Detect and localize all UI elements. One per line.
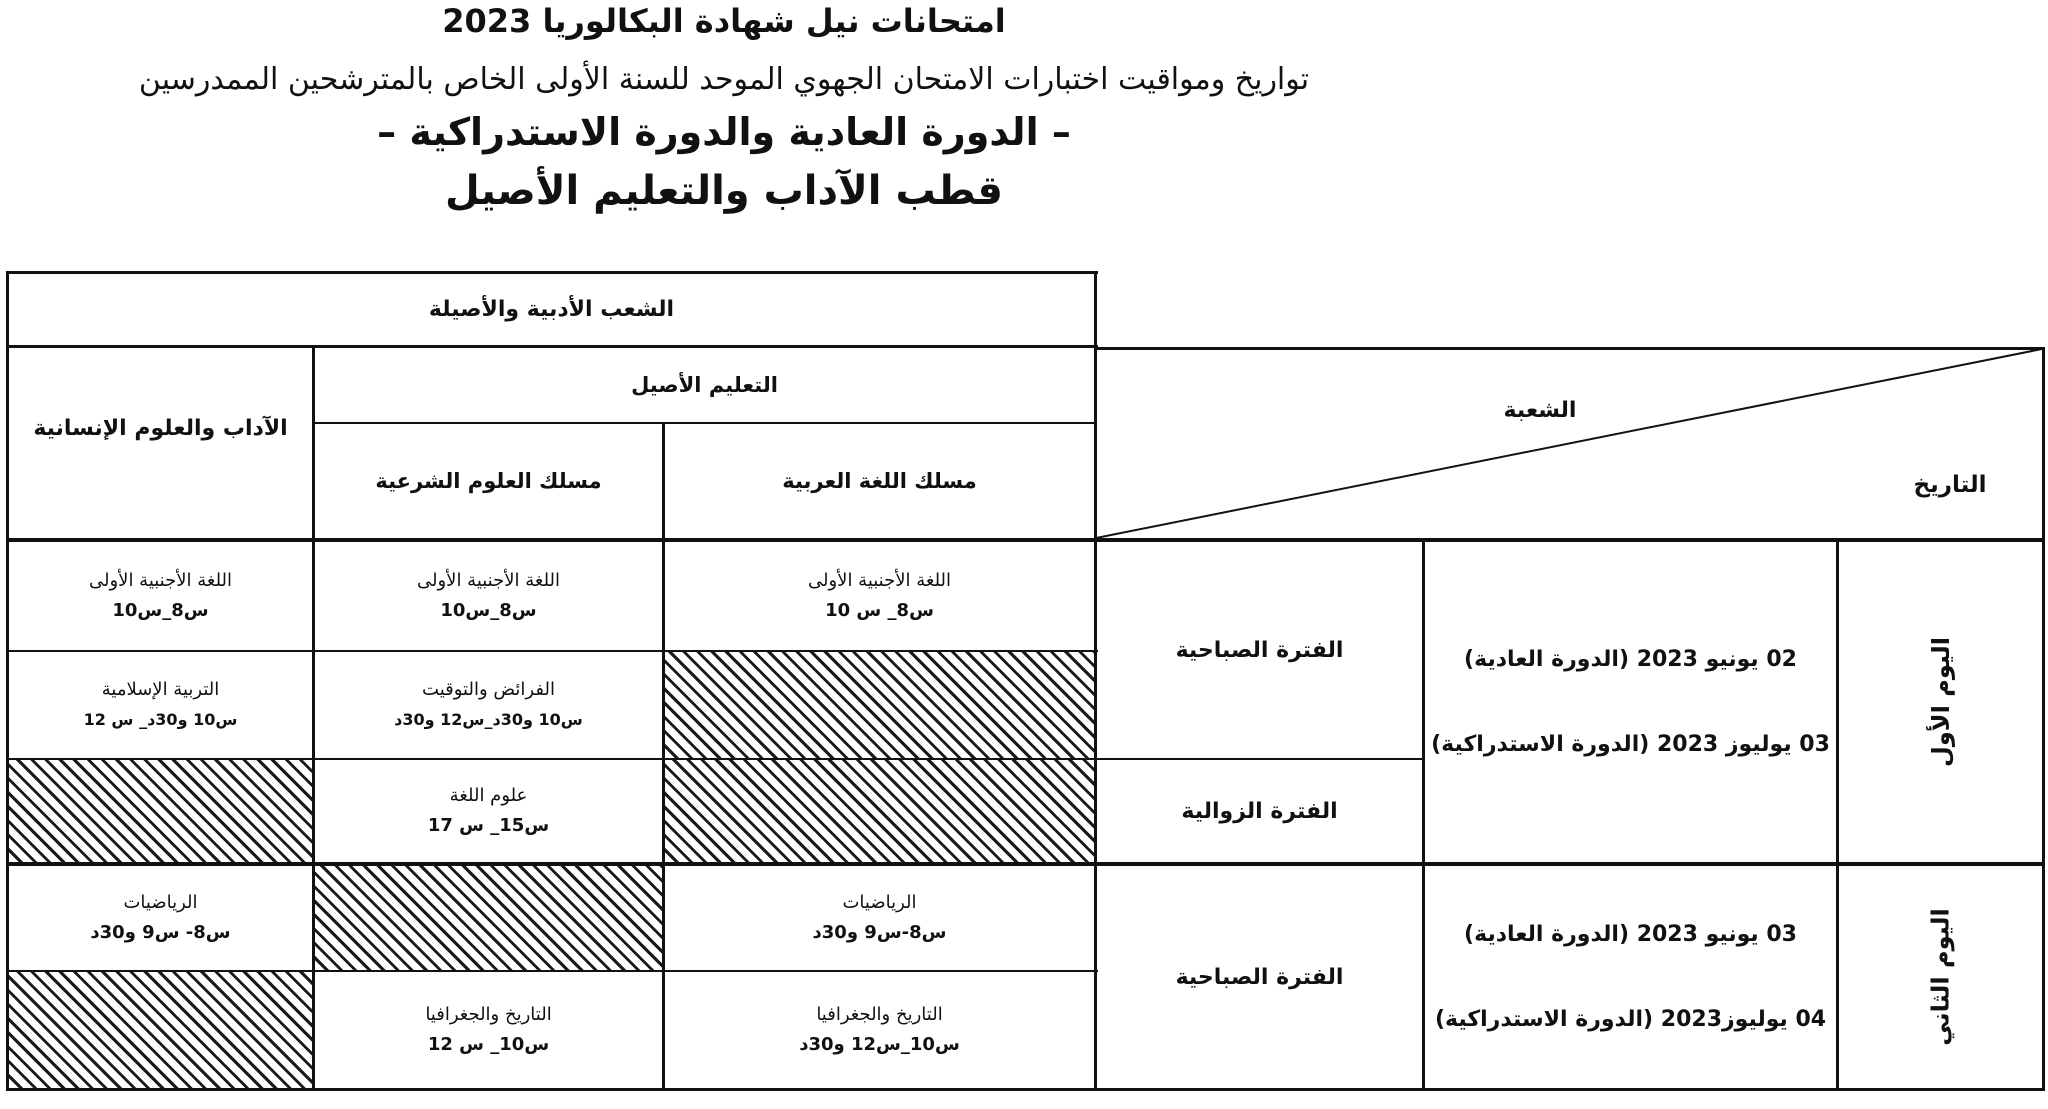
d2-r1-sharia-empty-hatch — [315, 866, 662, 970]
header-diagonal — [1096, 349, 2042, 540]
subject-time: س15_ س 17 — [427, 815, 550, 836]
sharia-track-header: مسلك العلوم الشرعية — [375, 469, 602, 493]
d1-r2-sharia-cell — [315, 652, 662, 758]
subject-time: س8_ س 10 — [825, 600, 934, 621]
subject-time: س10_س12 و30د — [799, 1034, 960, 1055]
day-one-date-regular: 02 يونيو 2023 (الدورة العادية) — [1464, 647, 1797, 672]
subject-time: س10_ س 12 — [427, 1034, 550, 1055]
subject-name: اللغة الأجنبية الأولى — [89, 570, 233, 591]
subject-name: التاريخ والجغرافيا — [425, 1004, 552, 1025]
d1-r2-arabic-empty-hatch — [665, 652, 1094, 758]
d2-r1-arts-cell — [9, 866, 312, 970]
group-header: الشعب الأدبية والأصيلة — [428, 297, 675, 322]
sessions-heading: – الدورة العادية والدورة الاستدراكية – — [377, 110, 1071, 154]
d1-r1-sharia-cell — [315, 542, 662, 650]
day-one-morning-label: الفترة الصباحية — [1175, 637, 1344, 663]
d1-r2-arts-cell — [9, 652, 312, 758]
day-one-afternoon-label: الفترة الزوالية — [1181, 798, 1338, 824]
subject-time: س10 و30د_س12 و30د — [394, 710, 583, 729]
day-one-label: اليوم الأول — [1926, 637, 1955, 767]
original-education-header: التعليم الأصيل — [631, 373, 778, 397]
arts-humanities-header: الآداب والعلوم الإنسانية — [33, 415, 288, 441]
day-two-date-makeup: 04 يوليوز2023 (الدورة الاستدراكية) — [1434, 1007, 1827, 1032]
subject-time: س10 و30د_ س 12 — [83, 710, 238, 729]
branch-label: الشعبة — [1503, 397, 1577, 423]
day-two-dates — [1425, 866, 1836, 1088]
d1-r3-sharia-cell — [315, 760, 662, 862]
day-one-dates — [1425, 542, 1836, 862]
page-title: امتحانات نيل شهادة البكالوريا 2023 — [442, 2, 1006, 40]
pole-heading: قطب الآداب والتعليم الأصيل — [445, 168, 1003, 214]
subject-name: اللغة الأجنبية الأولى — [808, 570, 952, 591]
d1-r3-arts-empty-hatch — [9, 760, 312, 862]
page-subtitle: تواريخ ومواقيت اختبارات الامتحان الجهوي الموحد للسنة الأولى الخاص بالمترشحين الممدرسين — [138, 62, 1310, 97]
arabic-track-header: مسلك اللغة العربية — [782, 469, 977, 493]
day-two-label: اليوم الثاني — [1926, 908, 1955, 1046]
d1-r3-arabic-empty-hatch — [665, 760, 1094, 862]
d1-r1-arts-cell — [9, 542, 312, 650]
subject-name: الرياضيات — [123, 892, 198, 913]
day-two-date-regular: 03 يونيو 2023 (الدورة العادية) — [1464, 922, 1797, 947]
d2-r1-arabic-cell — [665, 866, 1094, 970]
subject-time: س8_س10 — [112, 600, 209, 621]
subject-name: اللغة الأجنبية الأولى — [417, 570, 561, 591]
subject-name: الرياضيات — [842, 892, 917, 913]
d2-r2-sharia-cell — [315, 972, 662, 1088]
d2-r2-arabic-cell — [665, 972, 1094, 1088]
subject-time: س8- س9 و30د — [90, 922, 231, 943]
subject-name: التربية الإسلامية — [101, 679, 220, 700]
subject-name: التاريخ والجغرافيا — [816, 1004, 943, 1025]
date-label: التاريخ — [1913, 472, 1987, 498]
subject-name: الفرائض والتوقيت — [422, 679, 555, 700]
subject-time: س8-س9 و30د — [812, 922, 947, 943]
d1-r1-arabic-cell — [665, 542, 1094, 650]
subject-name: علوم اللغة — [449, 785, 528, 806]
subject-time: س8_س10 — [440, 600, 537, 621]
day-two-morning-label: الفترة الصباحية — [1175, 964, 1344, 990]
day-one-date-makeup: 03 يوليوز 2023 (الدورة الاستدراكية) — [1431, 732, 1830, 757]
d2-r2-arts-empty-hatch — [9, 972, 312, 1088]
